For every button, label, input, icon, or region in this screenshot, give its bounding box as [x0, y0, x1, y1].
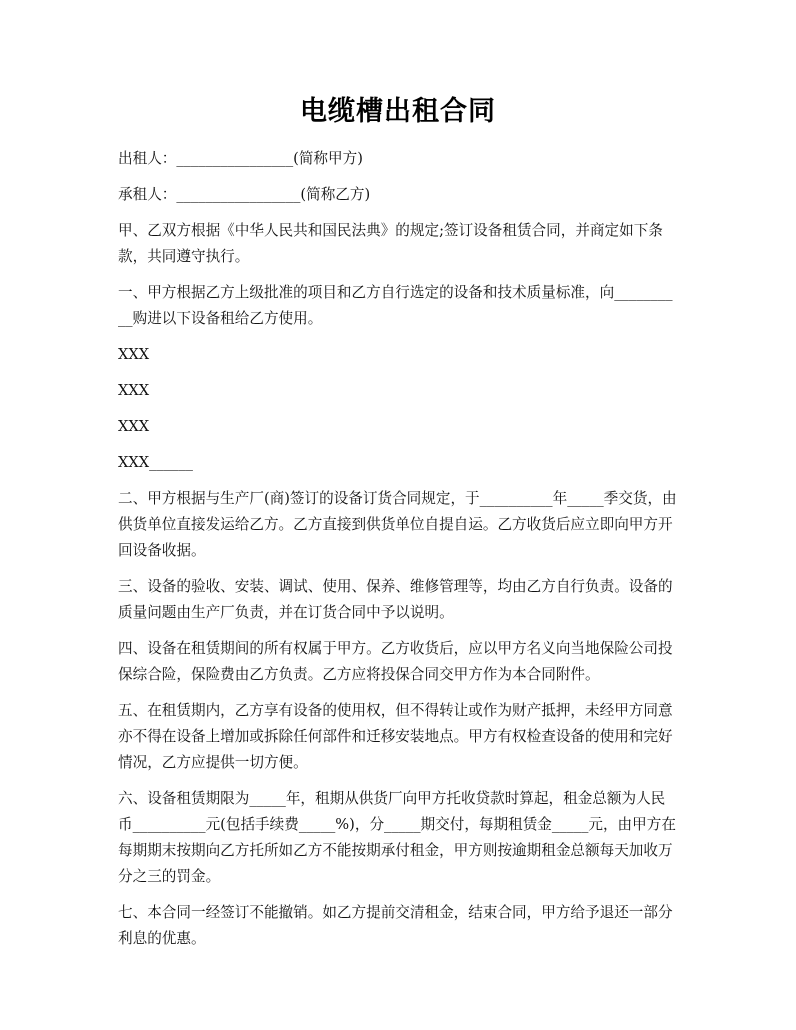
- clause-4: 四、设备在租赁期间的所有权属于甲方。乙方收货后，应以甲方名义向当地保险公司投保综合险，保险费由乙方负责。乙方应将投保合同交甲方作为本合同附件。: [118, 640, 673, 683]
- clause-3: 三、设备的验收、安装、调试、使用、保养、维修管理等，均由乙方自行负责。设备的质量问题由生产厂负责，并在订货合同中予以说明。: [118, 578, 673, 621]
- clause-2: 二、甲方根据与生产厂(商)签订的设备订货合同规定，于__________年_____季交货，由供货单位直接发运给乙方。乙方直接到供货单位自提自运。乙方收货后应立即向甲方开回设备收据。: [118, 490, 677, 559]
- lessor-line: 出租人：________________(简称甲方): [118, 150, 363, 167]
- document-body: [118, 146, 678, 962]
- clause-1: 一、甲方根据乙方上级批准的项目和乙方自行选定的设备和技术质量标准，向__________购进以下设备租给乙方使用。: [118, 284, 673, 327]
- clause-5: 五、在租赁期内，乙方享有设备的使用权，但不得转让或作为财产抵押，未经甲方同意亦不得在设备上增加或拆除任何部件和迁移安装地点。甲方有权检查设备的使用和完好情况，乙方应提供一切方便。: [118, 702, 673, 771]
- equipment-item: XXX______: [118, 454, 193, 471]
- intro-paragraph: 甲、乙双方根据《中华人民共和国民法典》的规定;签订设备租赁合同，并商定如下条款，共同遵守执行。: [118, 222, 663, 265]
- lessee-line: 承租人：_________________(简称乙方): [118, 186, 371, 203]
- clause-7: 七、本合同一经签订不能撤销。如乙方提前交清租金，结束合同，甲方给予退还一部分利息的优惠。: [118, 904, 673, 947]
- equipment-item: XXX: [118, 346, 150, 363]
- document-title: 电缆槽出租合同: [300, 96, 496, 127]
- clause-6: 六、设备租赁期限为_____年，租期从供货厂向甲方托收贷款时算起，租金总额为人民币__________元(包括手续费_____%)，分_____期交付，每期租赁金_____元，由甲方在每期期末按期向乙方托所如乙方不能按期承付租金，甲方则按逾期租金总额每天加收万分之三的罚金。: [118, 790, 676, 885]
- equipment-item: XXX: [118, 418, 150, 435]
- equipment-item: XXX: [118, 382, 150, 399]
